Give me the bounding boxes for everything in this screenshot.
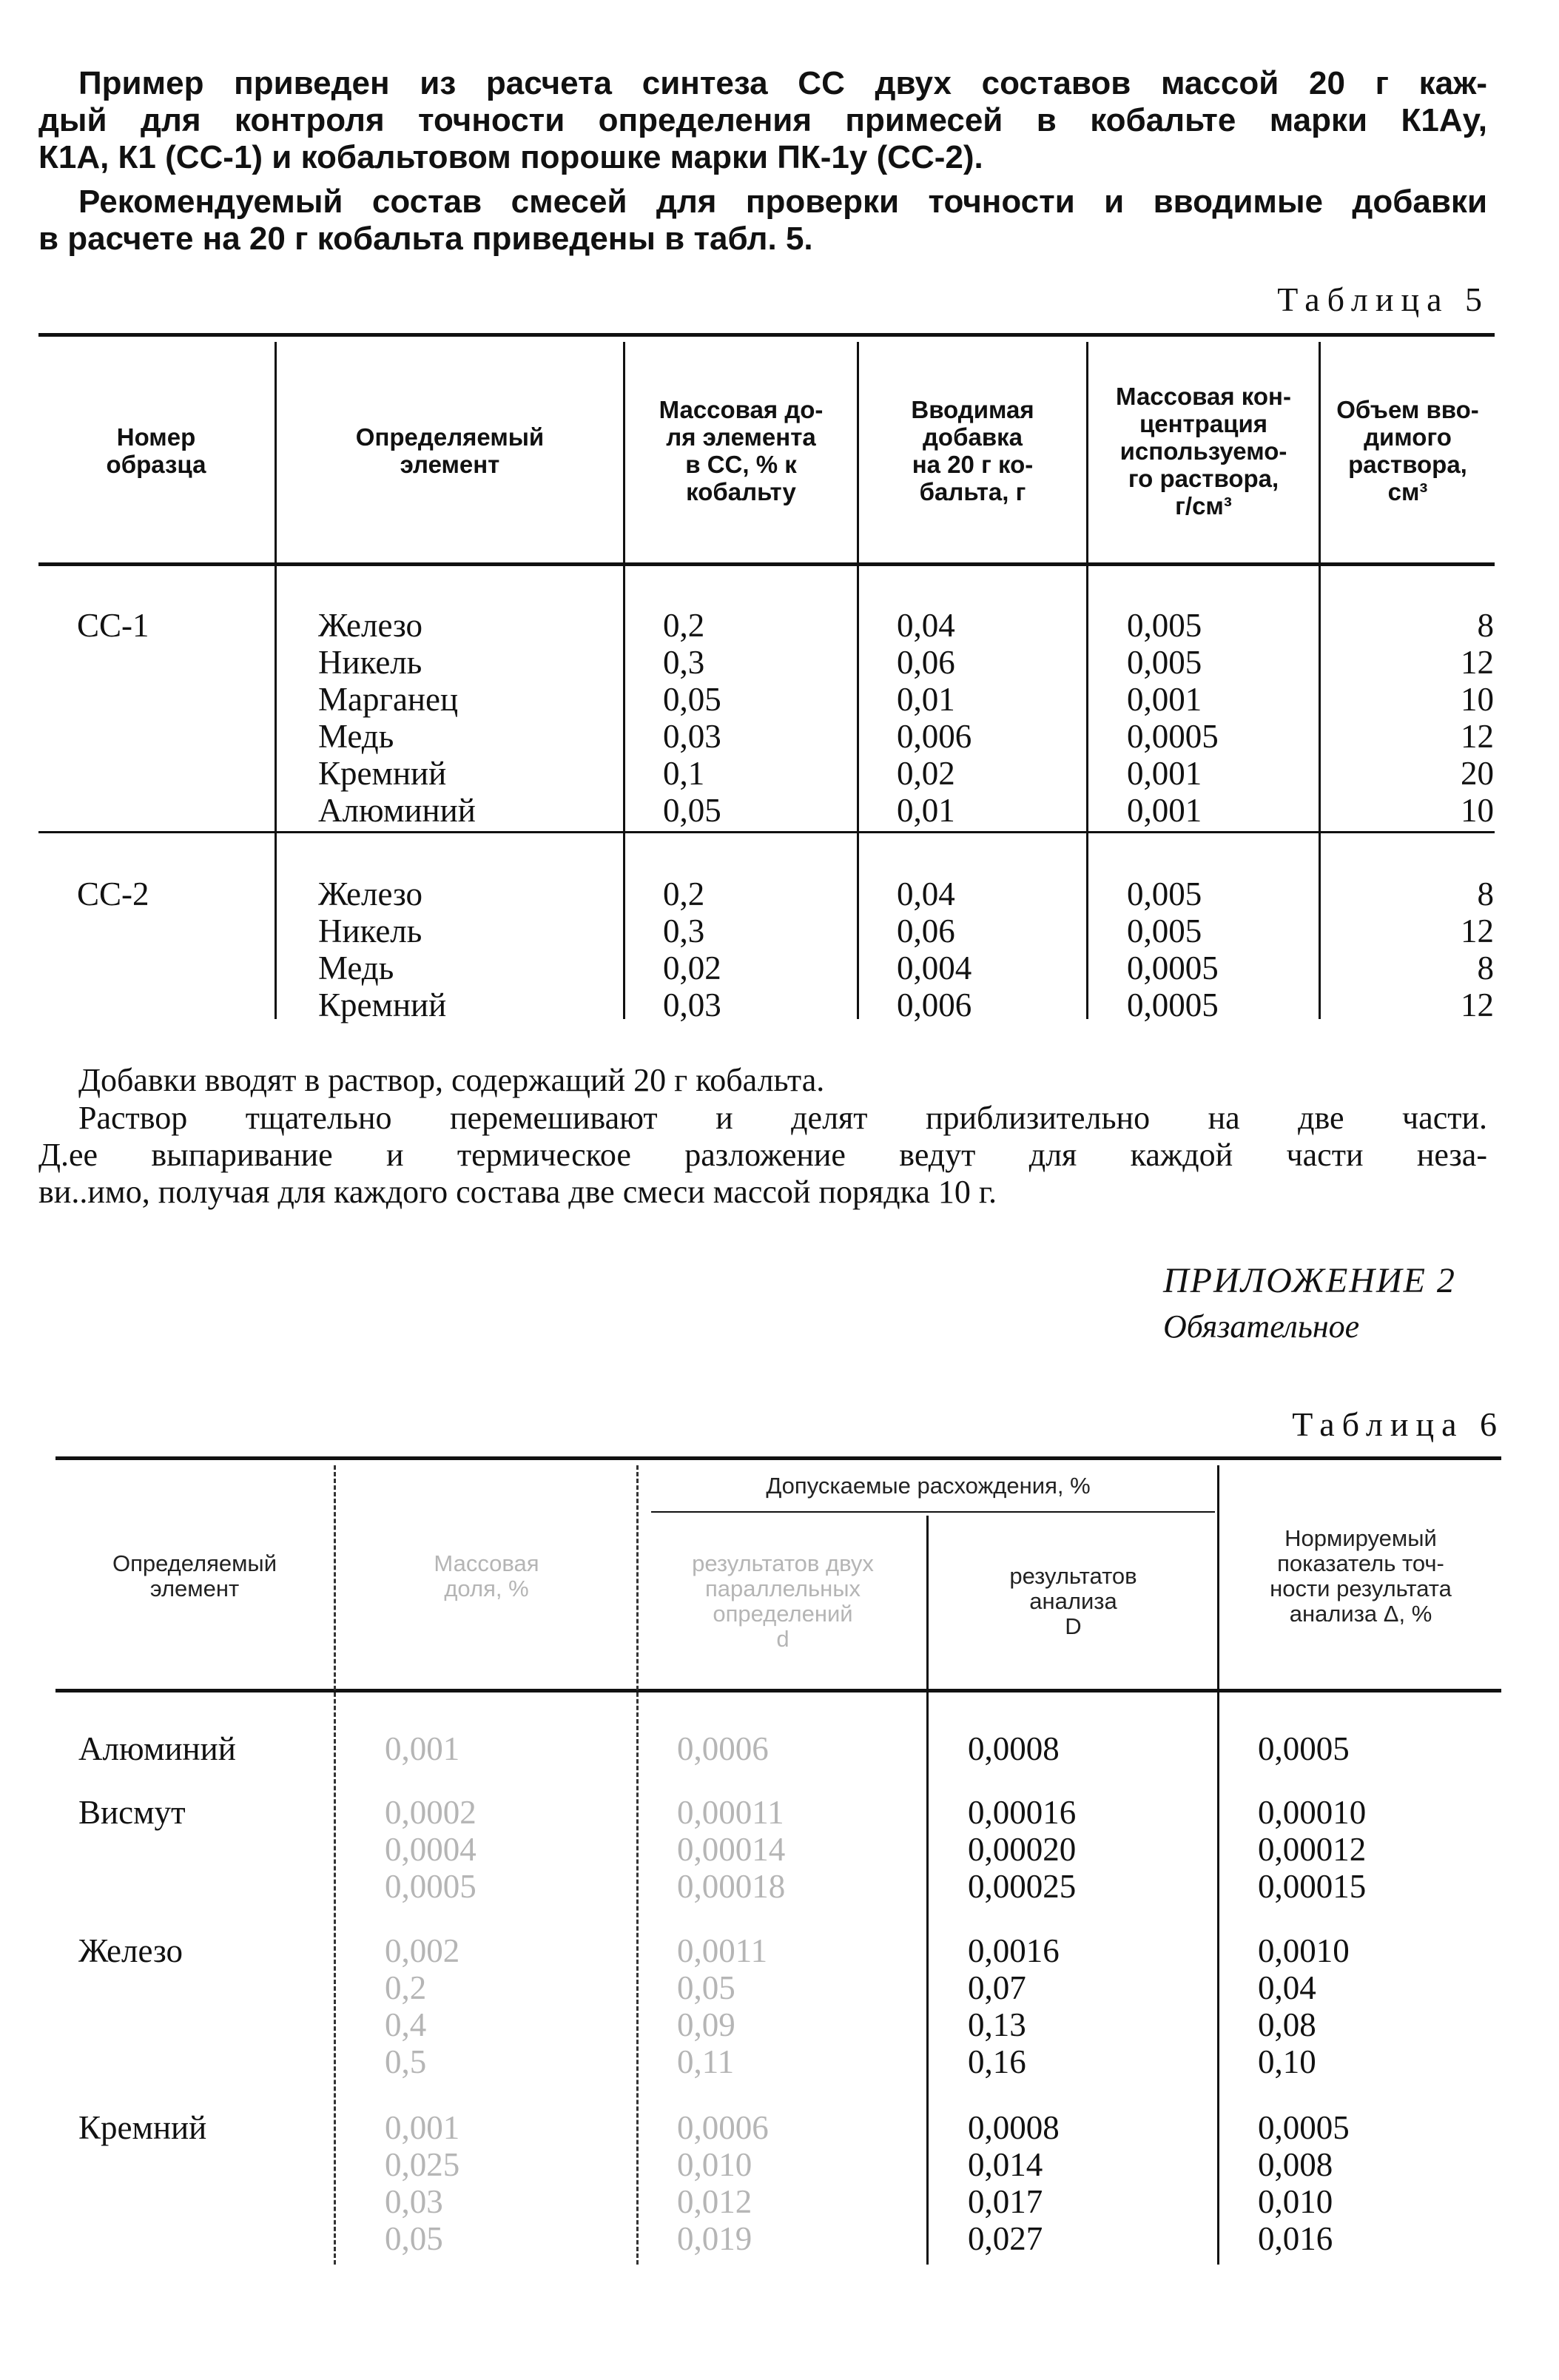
- table6-col-divider: [334, 1465, 336, 2265]
- table6-header-rule: [55, 1689, 1501, 1692]
- intro-paragraph-1: [38, 65, 1487, 176]
- table6-D-bismuth: 0,00016 0,00020 0,00025: [968, 1794, 1077, 1905]
- table5-header-concentration: Массовая кон- центрация используемо- го раствора, г/см³: [1116, 382, 1291, 520]
- text-line: К1А, К1 (СС-1) и кобальтовом порошке марки ПК-1у (СС-2).: [38, 139, 983, 175]
- table6-D-aluminium: 0,0008: [968, 1730, 1060, 1767]
- table6-header-D: результатов анализа D: [1009, 1563, 1137, 1639]
- table5-volume-cc2: 8 12 8 12: [1461, 875, 1494, 1023]
- appendix-subtitle: Обязательное: [1163, 1308, 1360, 1345]
- table5-mass-fraction-cc2: 0,2 0,3 0,02 0,03: [663, 875, 721, 1023]
- table6-header-element: Определяемый элемент: [112, 1550, 277, 1601]
- table6-element-iron: Железо: [78, 1932, 183, 1969]
- text-line: дый для контроля точности определения примесей в кобальте марки К1Ау,: [38, 102, 1487, 138]
- after-table5-paragraph-2: [38, 1100, 1487, 1211]
- table6-D-iron: 0,0016 0,07 0,13 0,16: [968, 1932, 1060, 2080]
- table5-elements-cc1: Железо Никель Марганец Медь Кремний Алюминий: [318, 607, 476, 829]
- table5-header-mass-fraction: Массовая до- ля элемента в СС, % к кобальту: [659, 396, 824, 505]
- table6-d-silicon: 0,0006 0,010 0,012 0,019: [677, 2109, 769, 2257]
- table6-header-delta: Нормируемый показатель точ- ности результата анализа Δ, %: [1270, 1525, 1452, 1627]
- table5-group-rule: [38, 831, 1495, 833]
- table6-header-d: результатов двух параллельных определений d: [692, 1550, 874, 1652]
- table5-header-volume: Объем вво- димого раствора, см³: [1336, 396, 1479, 505]
- table5-sample-cc2: СС-2: [77, 875, 149, 912]
- table6-d-iron: 0,0011 0,05 0,09 0,11: [677, 1932, 768, 2080]
- table6-D-silicon: 0,0008 0,014 0,017 0,027: [968, 2109, 1060, 2257]
- text-line: Пример приведен из расчета синтеза СС двух составов массой 20 г каж-: [78, 65, 1487, 101]
- text-line: Рекомендуемый состав смесей для проверки точности и вводимые добавки: [78, 184, 1487, 220]
- table6-mass-silicon: 0,001 0,025 0,03 0,05: [385, 2109, 460, 2257]
- table6-col-divider: [926, 1516, 929, 2265]
- table6-caption: Таблица 6: [1292, 1405, 1504, 1443]
- table5-addition-cc1: 0,04 0,06 0,01 0,006 0,02 0,01: [897, 607, 972, 829]
- text-line: ви..имо, получая для каждого состава две смеси массой порядка 10 г.: [38, 1174, 997, 1210]
- table5-header-rule: [38, 562, 1495, 566]
- table5-addition-cc2: 0,04 0,06 0,004 0,006: [897, 875, 972, 1023]
- table6-col-divider: [636, 1465, 639, 2265]
- table6-mass-iron: 0,002 0,2 0,4 0,5: [385, 1932, 460, 2080]
- table6-mass-bismuth: 0,0002 0,0004 0,0005: [385, 1794, 477, 1905]
- table6-header-group: Допускаемые расхождения, %: [766, 1473, 1091, 1499]
- text-line: в расчете на 20 г кобальта приведены в табл. 5.: [38, 221, 813, 257]
- table6-delta-iron: 0,0010 0,04 0,08 0,10: [1258, 1932, 1350, 2080]
- table6-element-aluminium: Алюминий: [78, 1730, 236, 1767]
- table6-element-bismuth: Висмут: [78, 1794, 186, 1831]
- table5-concentration-cc2: 0,005 0,005 0,0005 0,0005: [1127, 875, 1219, 1023]
- appendix-title: ПРИЛОЖЕНИЕ 2: [1163, 1261, 1456, 1300]
- after-table5-paragraph-1: [38, 1062, 1487, 1099]
- table6-element-silicon: Кремний: [78, 2109, 207, 2146]
- table5-mass-fraction-cc1: 0,2 0,3 0,05 0,03 0,1 0,05: [663, 607, 721, 829]
- text-line: Д.ее выпаривание и термическое разложение ведут для каждой части неза-: [38, 1137, 1487, 1173]
- intro-paragraph-2: [38, 184, 1487, 258]
- table6-col-divider: [1217, 1465, 1219, 2265]
- table6-delta-aluminium: 0,0005: [1258, 1730, 1350, 1767]
- table5-top-rule: [38, 333, 1495, 337]
- table6-top-rule: [55, 1456, 1501, 1460]
- table5-concentration-cc1: 0,005 0,005 0,001 0,0005 0,001 0,001: [1127, 607, 1219, 829]
- table6-d-bismuth: 0,00011 0,00014 0,00018: [677, 1794, 786, 1905]
- table6-mass-aluminium: 0,001: [385, 1730, 460, 1767]
- table6-subheader-rule: [651, 1511, 1215, 1513]
- table6-d-aluminium: 0,0006: [677, 1730, 769, 1767]
- table5-caption: Таблица 5: [1277, 280, 1489, 318]
- table5-header-element: Определяемый элемент: [355, 423, 545, 478]
- table5-sample-cc1: СС-1: [77, 607, 149, 644]
- table6-delta-silicon: 0,0005 0,008 0,010 0,016: [1258, 2109, 1350, 2257]
- text-line: Добавки вводят в раствор, содержащий 20 г кобальта.: [78, 1062, 825, 1098]
- table6-header-mass: Массовая доля, %: [434, 1550, 539, 1601]
- table5-header-addition: Вводимая добавка на 20 г ко- бальта, г: [911, 396, 1034, 505]
- text-line: Раствор тщательно перемешивают и делят приблизительно на две части.: [78, 1100, 1487, 1136]
- table5-header-sample: Номер образца: [106, 423, 206, 478]
- table5-elements-cc2: Железо Никель Медь Кремний: [318, 875, 447, 1023]
- table6-delta-bismuth: 0,00010 0,00012 0,00015: [1258, 1794, 1367, 1905]
- table5-volume-cc1: 8 12 10 12 20 10: [1461, 607, 1494, 829]
